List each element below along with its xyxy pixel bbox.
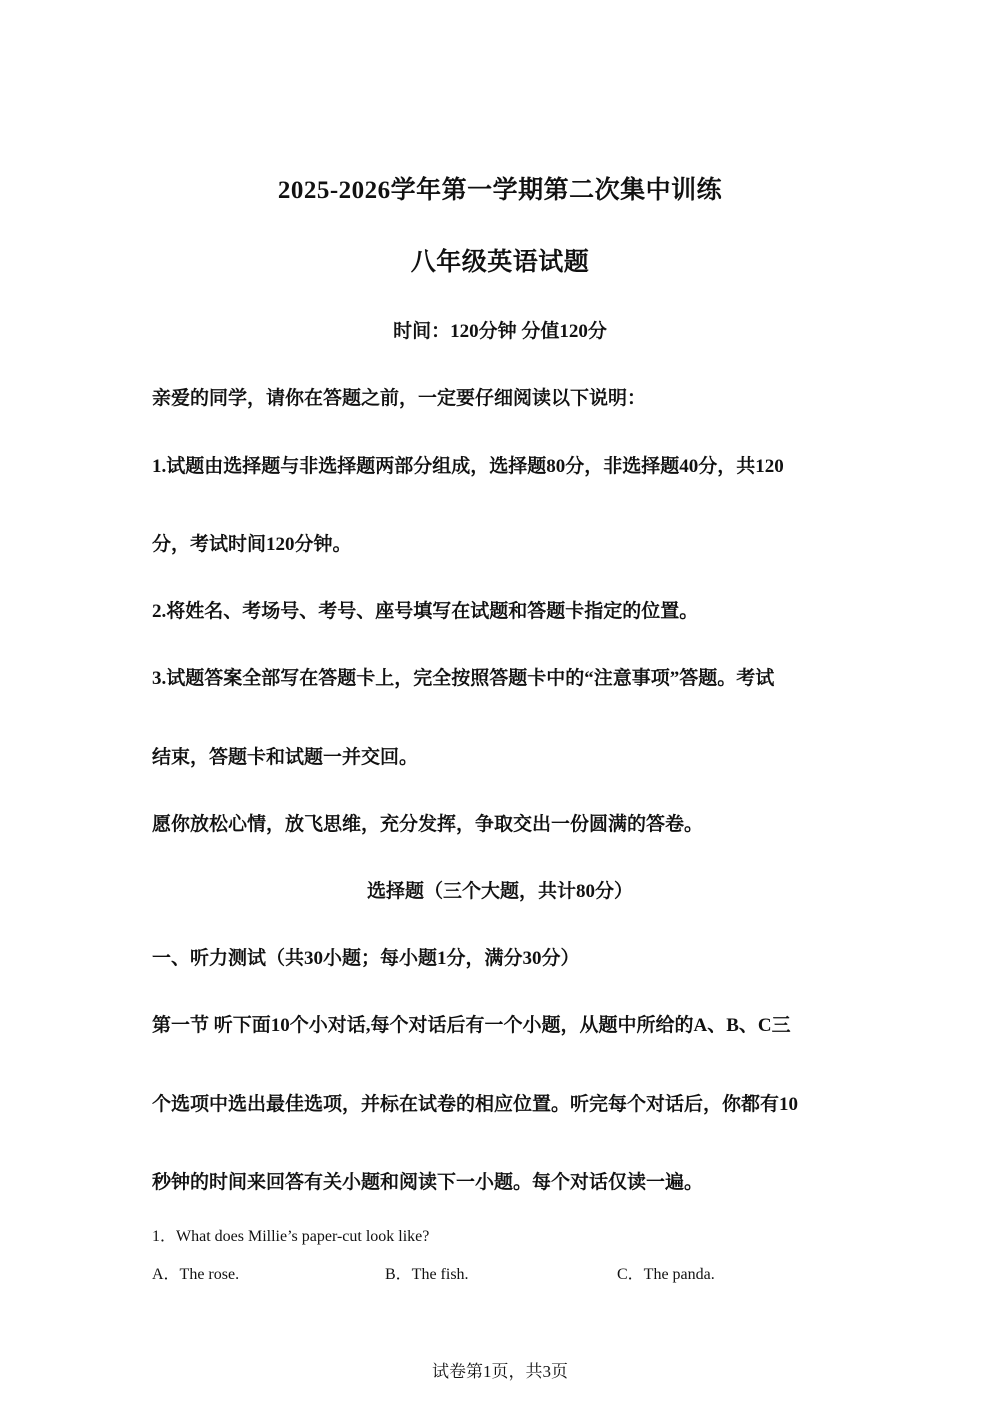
instruction-2: 2.将姓名、考场号、考号、座号填写在试题和答题卡指定的位置。 <box>152 601 699 622</box>
question-1-option-a: A．The rose. <box>152 1266 240 1283</box>
instruction-3-line-1: 3.试题答案全部写在答题卡上，完全按照答题卡中的“注意事项”答题。考试 <box>152 668 775 689</box>
part-1-heading: 一、听力测试（共30小题；每小题1分，满分30分） <box>152 948 580 969</box>
sub-section-1-line-2: 个选项中选出最佳选项，并标在试卷的相应位置。听完每个对话后，你都有10 <box>152 1094 799 1115</box>
sub-section-1-line-1: 第一节 听下面10个小对话,每个对话后有一个小题，从题中所给的A、B、C三 <box>152 1015 791 1036</box>
page-footer: 试卷第1页，共3页 <box>432 1362 568 1381</box>
sub-section-1-line-3: 秒钟的时间来回答有关小题和阅读下一小题。每个对话仅读一遍。 <box>152 1172 704 1193</box>
instruction-1-line-2: 分，考试时间120分钟。 <box>152 534 352 555</box>
question-1-option-c: C．The panda. <box>617 1266 715 1283</box>
instructions-intro: 亲爱的同学，请你在答题之前，一定要仔细阅读以下说明： <box>152 388 647 409</box>
instructions-wish: 愿你放松心情，放飞思维，充分发挥，争取交出一份圆满的答卷。 <box>152 814 704 835</box>
exam-time-score: 时间：120分钟 分值120分 <box>393 321 607 342</box>
exam-subtitle: 八年级英语试题 <box>410 249 590 276</box>
instruction-3-line-2: 结束，答题卡和试题一并交回。 <box>152 747 419 768</box>
instruction-1-line-1: 1.试题由选择题与非选择题两部分组成，选择题80分，非选择题40分，共120 <box>152 456 784 477</box>
section-heading: 选择题（三个大题，共计80分） <box>366 881 633 902</box>
question-1-stem: 1．What does Millie’s paper-cut look like? <box>152 1228 430 1245</box>
exam-title: 2025-2026学年第一学期第二次集中训练 <box>277 177 723 204</box>
question-1-option-b: B．The fish. <box>385 1266 469 1283</box>
